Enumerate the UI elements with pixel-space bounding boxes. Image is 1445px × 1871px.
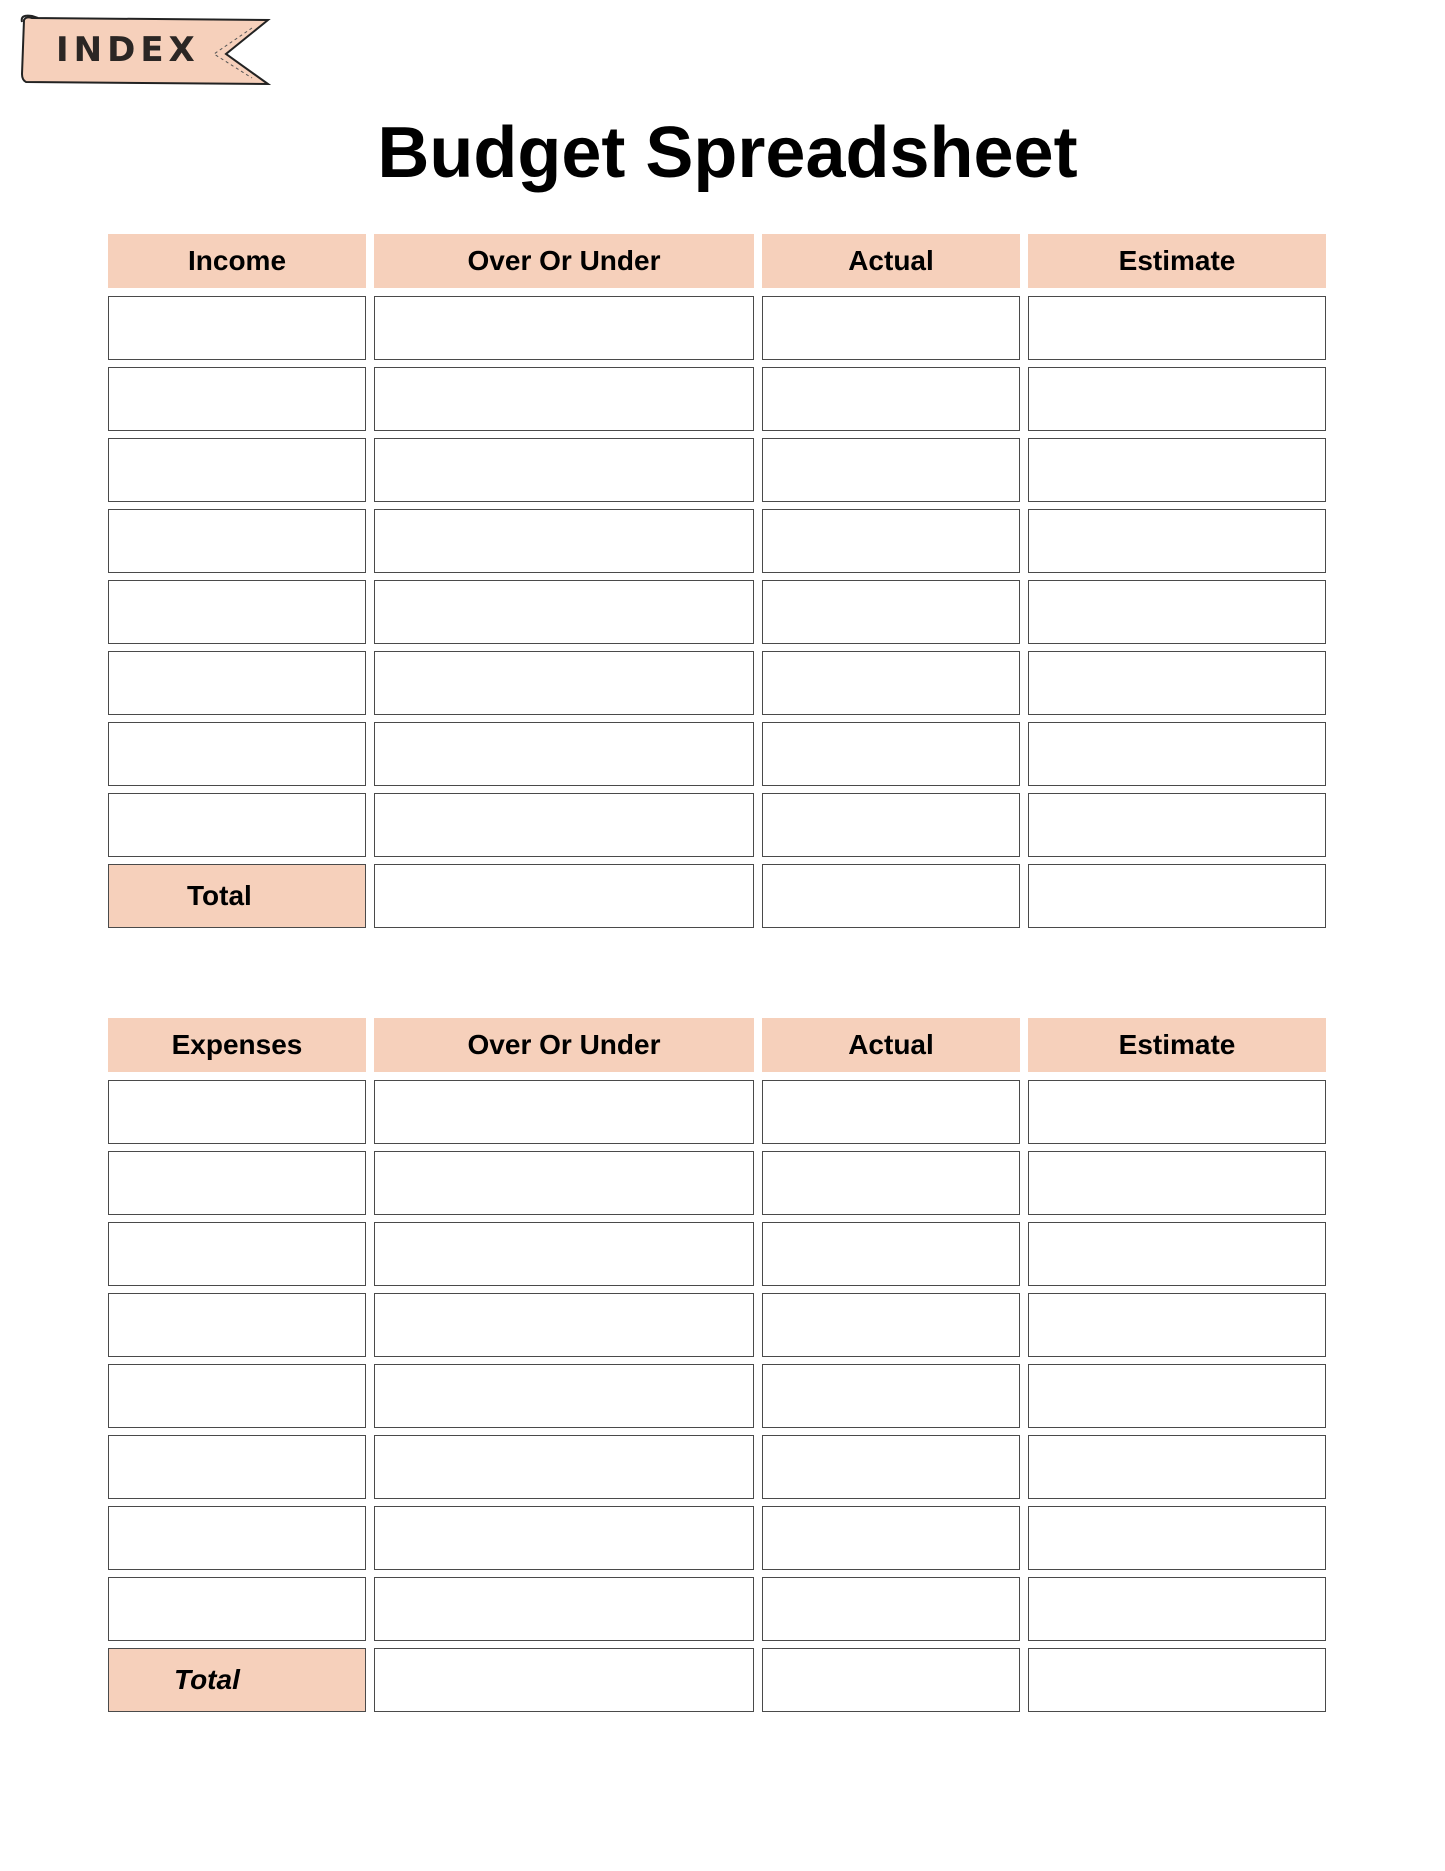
- table-cell[interactable]: [108, 438, 366, 502]
- table-cell[interactable]: [108, 1151, 366, 1215]
- table-cell[interactable]: [374, 1293, 754, 1357]
- table-cell[interactable]: [108, 1506, 366, 1570]
- total-value-cell[interactable]: [374, 864, 754, 928]
- table-cell[interactable]: [374, 1222, 754, 1286]
- table-cell[interactable]: [762, 722, 1020, 786]
- table-cell[interactable]: [1028, 651, 1326, 715]
- table-cell[interactable]: [374, 438, 754, 502]
- total-value-cell[interactable]: [374, 1648, 754, 1712]
- table-cell[interactable]: [1028, 1435, 1326, 1499]
- page-title: Budget Spreadsheet: [377, 113, 1078, 193]
- total-value-cell[interactable]: [762, 864, 1020, 928]
- table-cell[interactable]: [762, 367, 1020, 431]
- table-cell[interactable]: [374, 1364, 754, 1428]
- table-cell[interactable]: [108, 1222, 366, 1286]
- table-cell[interactable]: [108, 1364, 366, 1428]
- table-cell[interactable]: [1028, 296, 1326, 360]
- table-cell[interactable]: [108, 722, 366, 786]
- column-header: Estimate: [1028, 1018, 1326, 1072]
- column-header: Income: [108, 234, 366, 288]
- table-cell[interactable]: [374, 1577, 754, 1641]
- table-cell[interactable]: [762, 1364, 1020, 1428]
- table-cell[interactable]: [374, 1435, 754, 1499]
- table-cell[interactable]: [762, 438, 1020, 502]
- table-cell[interactable]: [374, 1506, 754, 1570]
- table-cell[interactable]: [1028, 1080, 1326, 1144]
- table-cell[interactable]: [1028, 509, 1326, 573]
- table-cell[interactable]: [1028, 1577, 1326, 1641]
- table-cell[interactable]: [1028, 1151, 1326, 1215]
- table-cell[interactable]: [762, 651, 1020, 715]
- column-header: Expenses: [108, 1018, 366, 1072]
- table-cell[interactable]: [762, 1506, 1020, 1570]
- table-cell[interactable]: [108, 509, 366, 573]
- table-cell[interactable]: [762, 1222, 1020, 1286]
- table-cell[interactable]: [374, 722, 754, 786]
- index-tab[interactable]: [18, 14, 273, 86]
- index-tab-label: INDEX: [56, 30, 200, 70]
- table-cell[interactable]: [108, 1435, 366, 1499]
- table-cell[interactable]: [108, 1293, 366, 1357]
- table-cell[interactable]: [374, 580, 754, 644]
- table-cell[interactable]: [1028, 367, 1326, 431]
- column-header: Actual: [762, 234, 1020, 288]
- table-cell[interactable]: [108, 651, 366, 715]
- table-cell[interactable]: [1028, 1293, 1326, 1357]
- table-cell[interactable]: [1028, 1506, 1326, 1570]
- column-header: Estimate: [1028, 234, 1326, 288]
- table-cell[interactable]: [1028, 1364, 1326, 1428]
- table-cell[interactable]: [374, 367, 754, 431]
- column-header: Over Or Under: [374, 1018, 754, 1072]
- table-cell[interactable]: [762, 1080, 1020, 1144]
- table-cell[interactable]: [762, 1577, 1020, 1641]
- total-value-cell[interactable]: [1028, 1648, 1326, 1712]
- table-cell[interactable]: [374, 296, 754, 360]
- table-cell[interactable]: [762, 793, 1020, 857]
- column-header: Actual: [762, 1018, 1020, 1072]
- table-cell[interactable]: [374, 1080, 754, 1144]
- table-cell[interactable]: [762, 509, 1020, 573]
- table-cell[interactable]: [108, 793, 366, 857]
- table-cell[interactable]: [1028, 438, 1326, 502]
- table-cell[interactable]: [108, 296, 366, 360]
- table-cell[interactable]: [108, 1577, 366, 1641]
- table-cell[interactable]: [762, 1435, 1020, 1499]
- table-cell[interactable]: [108, 580, 366, 644]
- table-cell[interactable]: [1028, 1222, 1326, 1286]
- column-header: Over Or Under: [374, 234, 754, 288]
- table-cell[interactable]: [762, 296, 1020, 360]
- table-cell[interactable]: [1028, 580, 1326, 644]
- table-cell[interactable]: [374, 793, 754, 857]
- table-cell[interactable]: [762, 1293, 1020, 1357]
- table-cell[interactable]: [374, 509, 754, 573]
- table-cell[interactable]: [108, 1080, 366, 1144]
- table-cell[interactable]: [1028, 722, 1326, 786]
- total-label-cell: [108, 864, 366, 928]
- total-label-cell: [108, 1648, 366, 1712]
- table-cell[interactable]: [108, 367, 366, 431]
- table-cell[interactable]: [1028, 793, 1326, 857]
- table-cell[interactable]: [762, 1151, 1020, 1215]
- table-cell[interactable]: [374, 1151, 754, 1215]
- total-value-cell[interactable]: [1028, 864, 1326, 928]
- total-label: Total: [174, 1664, 240, 1695]
- total-value-cell[interactable]: [762, 1648, 1020, 1712]
- total-label: Total: [187, 880, 252, 911]
- table-cell[interactable]: [762, 580, 1020, 644]
- table-cell[interactable]: [374, 651, 754, 715]
